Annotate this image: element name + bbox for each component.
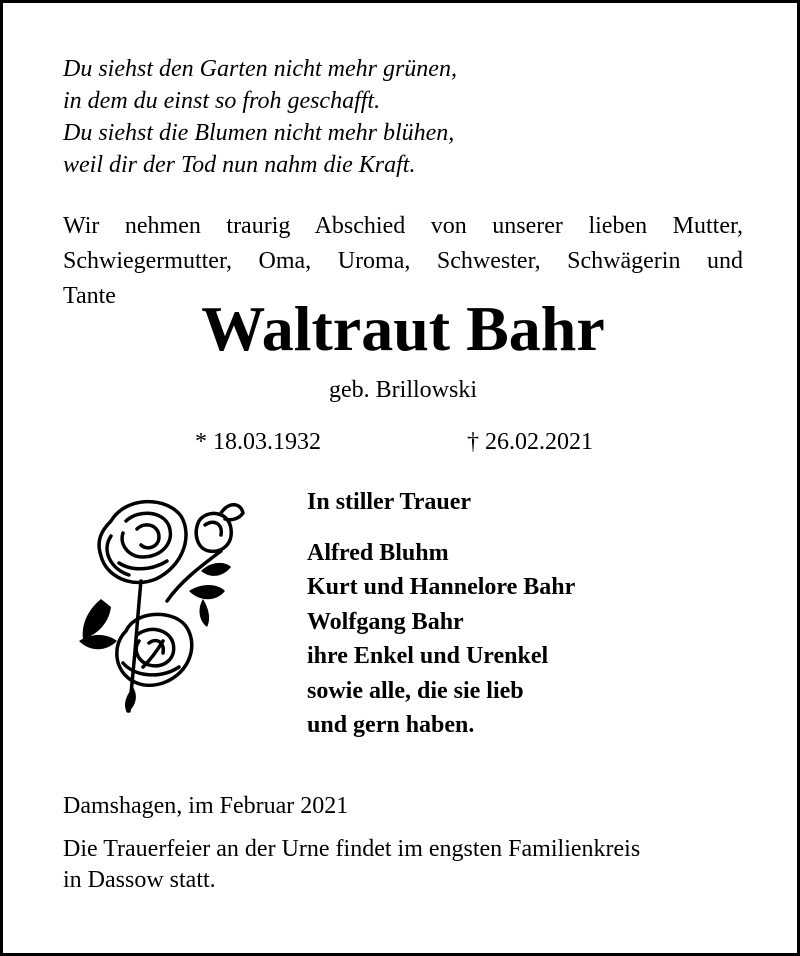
mourners — [307, 485, 575, 743]
birth-name: geb. Brillowski — [329, 377, 477, 403]
mourner-line: Alfred Bluhm — [307, 539, 449, 566]
farewell-line: Wir nehmen traurig Abschied von unserer lieben Mutter, — [63, 213, 743, 239]
poem — [63, 53, 457, 181]
mourner-line: und gern haben. — [307, 712, 475, 738]
poem-line: weil dir der Tod nun nahm die Kraft. — [63, 152, 416, 178]
place-and-date: Damshagen, im Februar 2021 — [63, 793, 349, 819]
rose-icon — [71, 491, 251, 715]
mourner-line: Wolfgang Bahr — [307, 608, 464, 635]
deceased-name: Waltraut Bahr — [201, 293, 605, 364]
poem-line: Du siehst die Blumen nicht mehr blühen, — [63, 120, 455, 146]
birth-date: * 18.03.1932 — [195, 429, 321, 455]
farewell-line: Schwiegermutter, Oma, Uroma, Schwester, Schwägerin und — [63, 248, 743, 274]
mourning-heading: In stiller Trauer — [307, 489, 471, 515]
mourner-line: sowie alle, die sie lieb — [307, 677, 524, 704]
farewell-line: Tante — [63, 283, 116, 309]
service-line: Die Trauerfeier an der Urne findet im engsten Familienkreis — [63, 836, 641, 862]
service-line: in Dassow statt. — [63, 867, 216, 893]
mourner-line: Kurt und Hannelore Bahr — [307, 574, 576, 600]
death-date: † 26.02.2021 — [467, 429, 593, 455]
poem-line: Du siehst den Garten nicht mehr grünen, — [63, 56, 457, 82]
funeral-service-note — [63, 834, 753, 896]
poem-line: in dem du einst so froh geschafft. — [63, 88, 381, 114]
mourner-line: ihre Enkel und Urenkel — [307, 643, 549, 669]
